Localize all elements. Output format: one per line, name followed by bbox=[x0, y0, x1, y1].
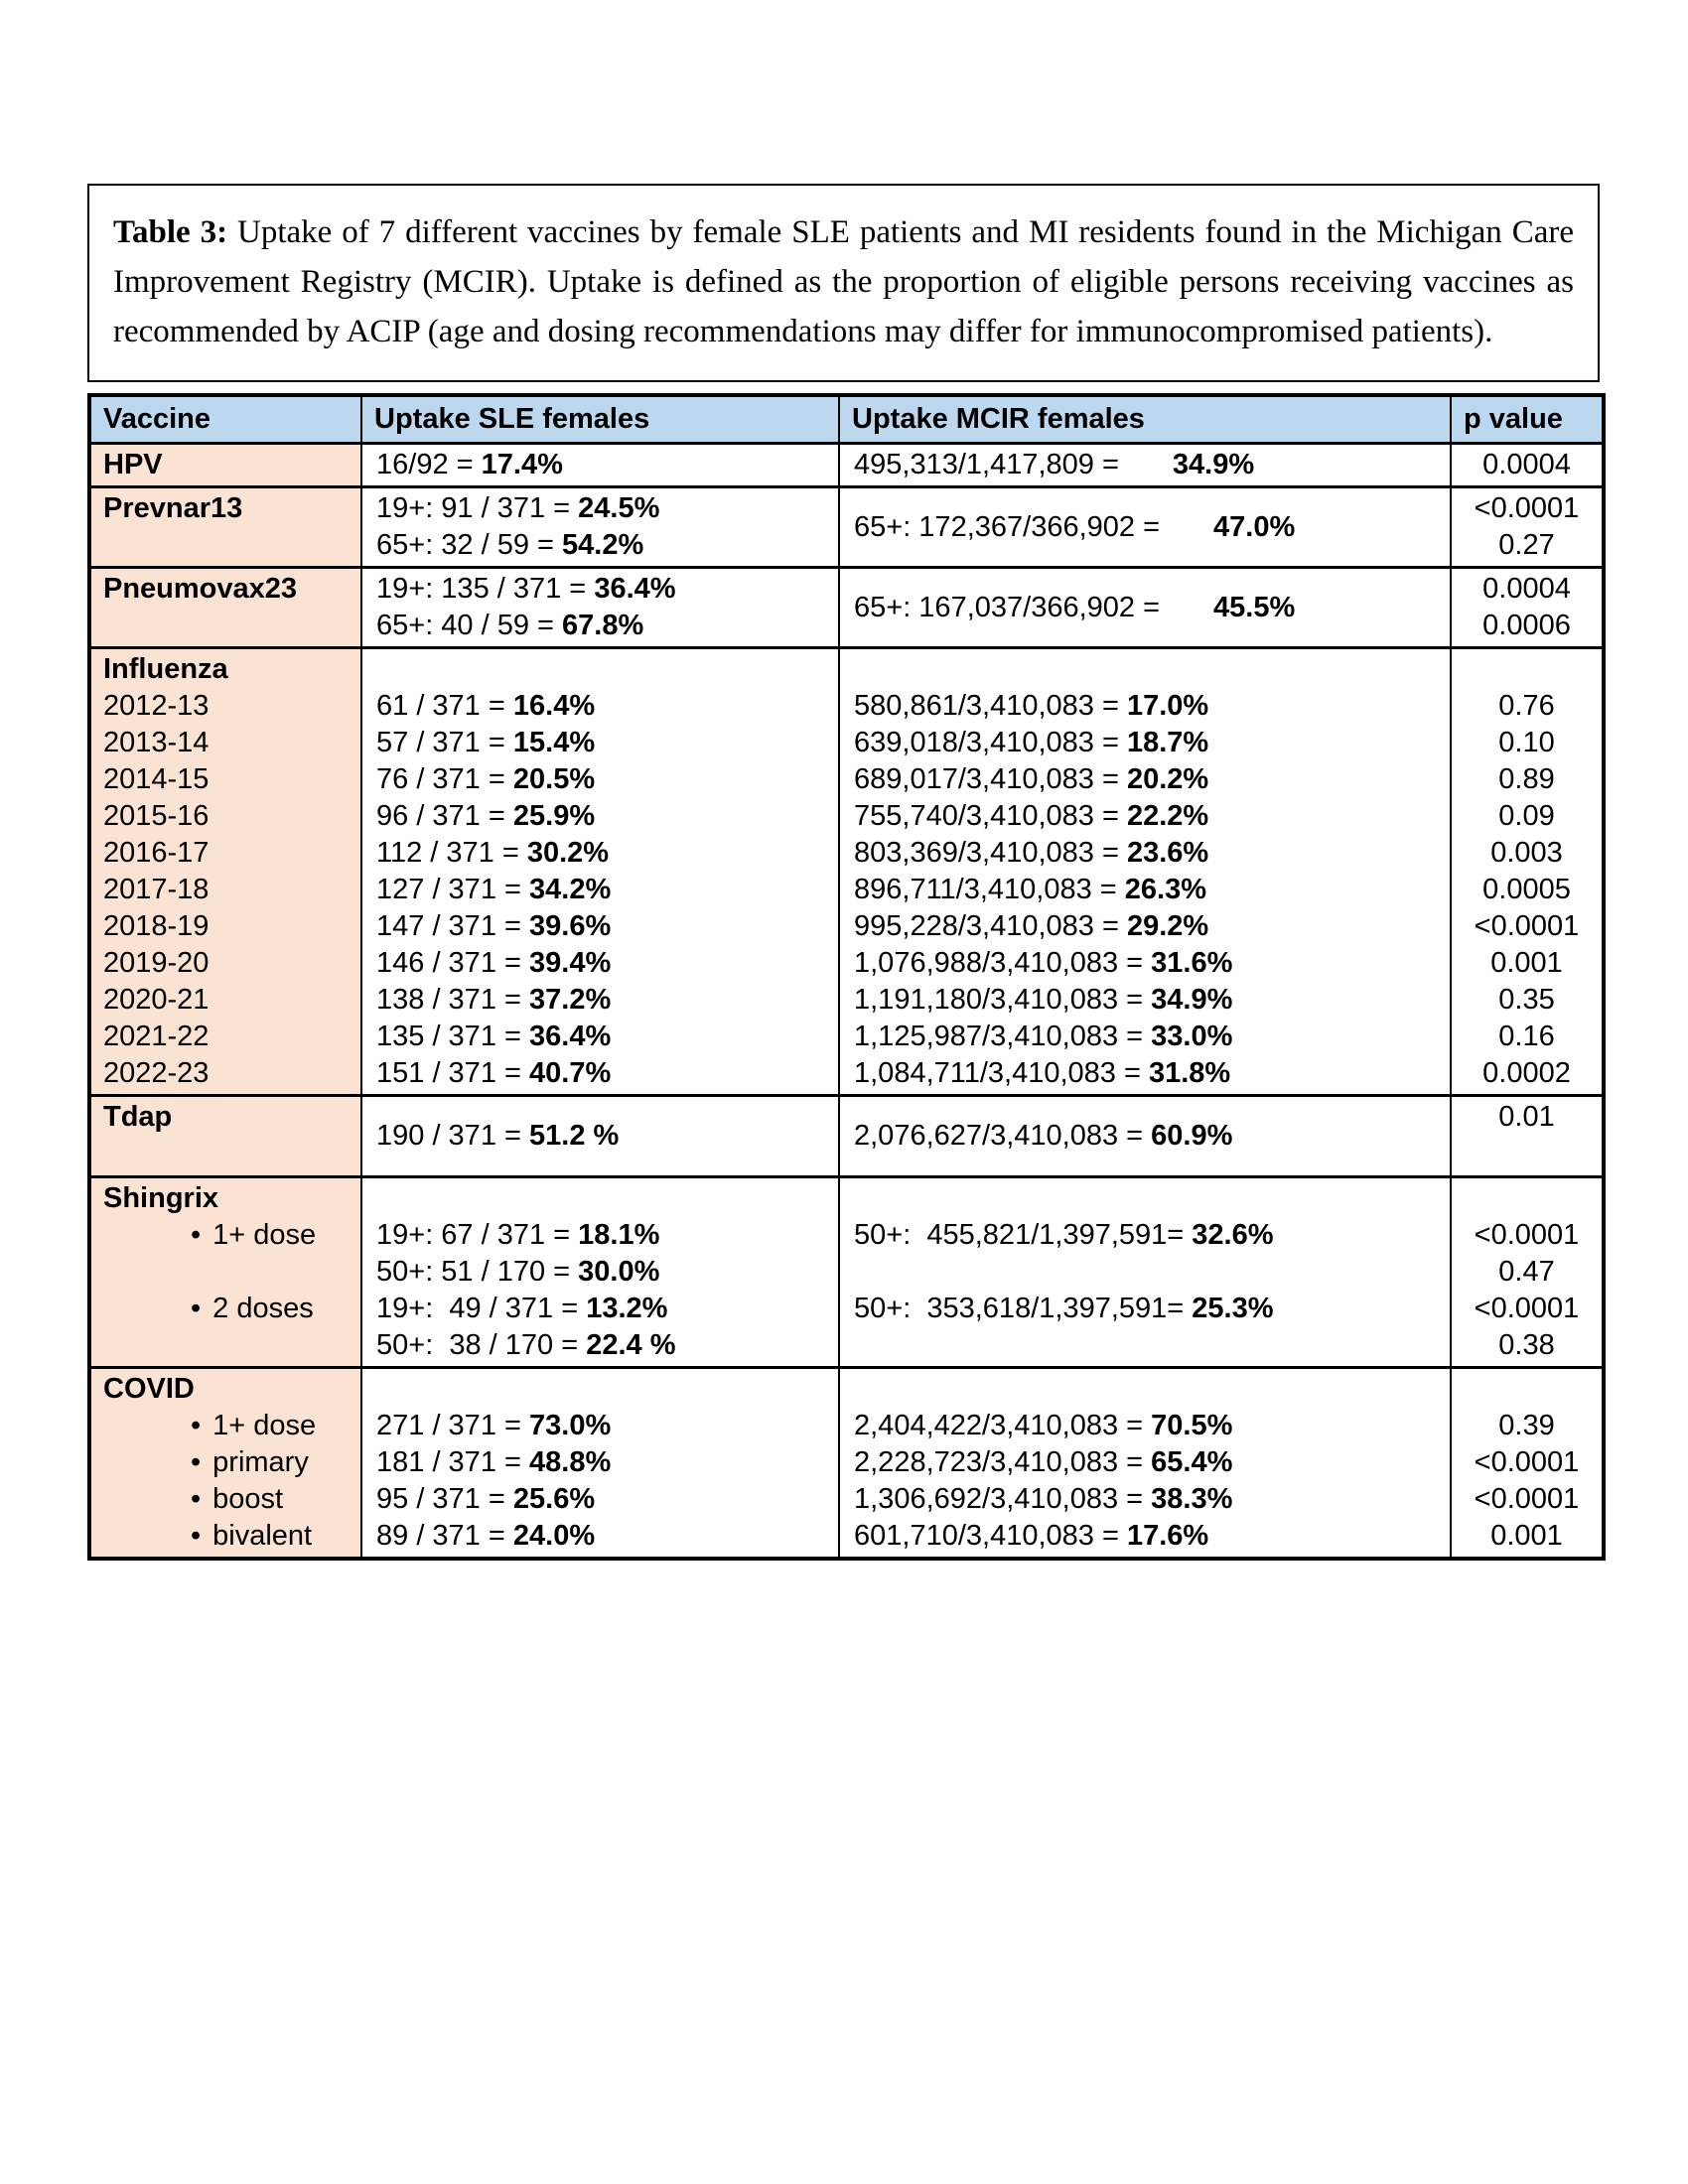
prevnar13-p-cell bbox=[1451, 487, 1604, 568]
text-line bbox=[854, 1481, 1436, 1518]
value-text: 2,404,422/3,410,083 = bbox=[854, 1410, 1152, 1441]
shingrix-p-cell bbox=[1451, 1177, 1604, 1368]
value-text: 271 / 371 = bbox=[376, 1410, 529, 1441]
table-caption bbox=[87, 184, 1600, 382]
value-text: 2020-21 bbox=[103, 984, 210, 1016]
text-line bbox=[103, 447, 349, 483]
value-text: 0.38 bbox=[1498, 1329, 1555, 1361]
value-bold: 30.0% bbox=[578, 1256, 660, 1288]
value-text: 995,228/3,410,083 = bbox=[854, 910, 1127, 942]
text-line bbox=[854, 688, 1436, 725]
text-line bbox=[1458, 571, 1596, 608]
text-line bbox=[854, 982, 1436, 1019]
value-text: 0.01 bbox=[1498, 1101, 1555, 1133]
value-text: 0.003 bbox=[1490, 837, 1563, 869]
pneumovax23-sle-cell bbox=[361, 568, 839, 648]
text-line bbox=[1458, 1019, 1596, 1055]
value-text: 0.89 bbox=[1498, 763, 1555, 795]
value-text: 689,017/3,410,083 = bbox=[854, 763, 1127, 795]
value-text: 1+ dose bbox=[212, 1410, 317, 1441]
value-text: 95 / 371 = bbox=[376, 1483, 513, 1515]
value-bold: 18.7% bbox=[1126, 727, 1209, 758]
text-line bbox=[1458, 982, 1596, 1019]
text-line bbox=[1458, 1291, 1596, 1327]
covid-sle-cell bbox=[361, 1368, 839, 1560]
value-text: 65+: 32 / 59 = bbox=[376, 529, 563, 561]
table-row-pneumovax23 bbox=[89, 568, 1604, 648]
table-row-influenza bbox=[89, 648, 1604, 1096]
text-line bbox=[103, 908, 349, 945]
value-bold: 36.4% bbox=[529, 1021, 612, 1052]
value-bold: 13.2% bbox=[586, 1293, 668, 1324]
value-bold: 17.6% bbox=[1126, 1520, 1209, 1552]
text-line bbox=[103, 1180, 349, 1217]
text-line bbox=[376, 1217, 824, 1254]
text-line bbox=[376, 908, 824, 945]
text-line bbox=[1458, 798, 1596, 835]
value-text: <0.0001 bbox=[1474, 1293, 1580, 1324]
pneumovax23-label-cell bbox=[89, 568, 361, 648]
text-line bbox=[103, 761, 349, 798]
text-line bbox=[854, 1291, 1436, 1327]
text-line bbox=[1458, 1217, 1596, 1254]
bullet-line bbox=[103, 1291, 349, 1327]
value-text: <0.0001 bbox=[1474, 492, 1580, 524]
caption-text: Uptake of 7 different vaccines by female SLE patients and MI residents found in the Michigan Care Improvement Registry (MCIR). Uptake is defined as the proportion of eligible persons receiving vaccines as recommended by ACIP (age and dosing recommendations may differ for immunocompromised patients). bbox=[113, 214, 1574, 349]
vaccine-table-header-row bbox=[89, 395, 1604, 444]
bullet-icon: • bbox=[191, 1446, 202, 1478]
pneumovax23-mcir-cell bbox=[839, 568, 1451, 648]
value-text: 0.35 bbox=[1498, 984, 1555, 1016]
text-line bbox=[103, 945, 349, 982]
value-text: 50+: 455,821/1,397,591= bbox=[854, 1219, 1193, 1251]
value-text: 181 / 371 = bbox=[376, 1446, 529, 1478]
value-bold: 25.3% bbox=[1192, 1293, 1274, 1324]
text-line bbox=[1458, 1518, 1596, 1555]
hpv-sle-cell bbox=[361, 444, 839, 487]
text-line bbox=[1458, 490, 1596, 527]
header-uptake-sle: Uptake SLE females bbox=[361, 395, 839, 444]
text-line bbox=[376, 835, 824, 872]
covid-label-cell bbox=[89, 1368, 361, 1560]
text-line bbox=[376, 651, 824, 688]
text-line bbox=[103, 1371, 349, 1408]
hpv-mcir-cell bbox=[839, 444, 1451, 487]
bullet-icon: • bbox=[191, 1410, 202, 1441]
value-bold: 45.5% bbox=[1213, 591, 1296, 623]
value-text: 0.0002 bbox=[1482, 1057, 1571, 1089]
text-line bbox=[376, 1055, 824, 1092]
text-line bbox=[376, 688, 824, 725]
value-bold: 17.0% bbox=[1126, 690, 1209, 722]
value-bold: 36.4% bbox=[594, 573, 676, 605]
value-bold: 26.3% bbox=[1124, 874, 1207, 905]
shingrix-sle-cell bbox=[361, 1177, 839, 1368]
value-text: 2019-20 bbox=[103, 947, 210, 979]
text-line bbox=[103, 1055, 349, 1092]
value-bold: 40.7% bbox=[529, 1057, 612, 1089]
shingrix-mcir-cell bbox=[839, 1177, 1451, 1368]
text-line bbox=[1458, 608, 1596, 644]
value-bold: 32.6% bbox=[1192, 1219, 1274, 1251]
vaccine-uptake-table bbox=[87, 393, 1606, 1561]
value-bold: 17.4% bbox=[481, 449, 563, 480]
header-p-value: p value bbox=[1451, 395, 1604, 444]
bullet-line bbox=[103, 1444, 349, 1481]
text-line bbox=[854, 1518, 1436, 1555]
bullet-line bbox=[103, 1518, 349, 1555]
value-bold: 20.5% bbox=[512, 763, 596, 795]
value-text: 580,861/3,410,083 = bbox=[854, 690, 1127, 722]
text-line bbox=[376, 1180, 824, 1217]
text-line bbox=[1458, 1327, 1596, 1364]
text-line bbox=[854, 1371, 1436, 1408]
hpv-p-cell bbox=[1451, 444, 1604, 487]
bullet-line bbox=[103, 1408, 349, 1444]
value-text: 0.0004 bbox=[1482, 449, 1571, 480]
value-text: 2014-15 bbox=[103, 763, 210, 795]
value-text: 0.09 bbox=[1498, 800, 1555, 832]
value-bold: 73.0% bbox=[529, 1410, 612, 1441]
bullet-line bbox=[103, 1481, 349, 1518]
value-text: 2015-16 bbox=[103, 800, 210, 832]
value-text: 0.39 bbox=[1498, 1410, 1555, 1441]
value-bold: 67.8% bbox=[562, 610, 644, 641]
text-line bbox=[376, 608, 824, 644]
value-text: 112 / 371 = bbox=[376, 837, 527, 869]
influenza-p-cell bbox=[1451, 648, 1604, 1096]
covid-mcir-cell bbox=[839, 1368, 1451, 1560]
text-line bbox=[103, 1019, 349, 1055]
text-line bbox=[376, 1408, 824, 1444]
text-line bbox=[376, 1518, 824, 1555]
text-line bbox=[103, 1254, 349, 1291]
text-line bbox=[854, 1408, 1436, 1444]
text-line bbox=[1458, 1408, 1596, 1444]
value-bold: 25.9% bbox=[512, 800, 596, 832]
text-line bbox=[1458, 945, 1596, 982]
value-text: 65+: 167,037/366,902 = bbox=[854, 591, 1161, 623]
value-text: 0.27 bbox=[1498, 529, 1555, 561]
value-text: 0.0004 bbox=[1482, 573, 1571, 605]
value-text: 0.001 bbox=[1490, 1520, 1563, 1552]
value-text: 495,313/1,417,809 = bbox=[854, 449, 1119, 480]
value-bold: 22.2% bbox=[1126, 800, 1209, 832]
value-bold: Prevnar13 bbox=[103, 492, 243, 524]
text-line bbox=[376, 527, 824, 564]
text-line bbox=[854, 945, 1436, 982]
text-line bbox=[854, 835, 1436, 872]
text-line bbox=[376, 1327, 824, 1364]
value-text: 50+: 51 / 170 = bbox=[376, 1256, 579, 1288]
value-bold: 70.5% bbox=[1151, 1410, 1233, 1441]
text-line bbox=[854, 1118, 1436, 1155]
value-bold: 51.2 % bbox=[529, 1120, 620, 1152]
value-bold: 23.6% bbox=[1126, 837, 1209, 869]
text-line bbox=[854, 761, 1436, 798]
value-bold: 24.0% bbox=[512, 1520, 596, 1552]
table-row-shingrix bbox=[89, 1177, 1604, 1368]
value-text: 1,306,692/3,410,083 = bbox=[854, 1483, 1152, 1515]
value-text: 2,228,723/3,410,083 = bbox=[854, 1446, 1152, 1478]
value-bold: 33.0% bbox=[1151, 1021, 1233, 1052]
text-line bbox=[103, 688, 349, 725]
text-line bbox=[1458, 1254, 1596, 1291]
value-bold: 16.4% bbox=[512, 690, 596, 722]
value-text: 16/92 = bbox=[376, 449, 482, 480]
value-text: 1,191,180/3,410,083 = bbox=[854, 984, 1152, 1016]
text-line bbox=[854, 798, 1436, 835]
value-text: bivalent bbox=[212, 1520, 313, 1552]
text-line bbox=[1458, 1099, 1596, 1136]
value-text: 19+: 49 / 371 = bbox=[376, 1293, 587, 1324]
value-text: 89 / 371 = bbox=[376, 1520, 513, 1552]
text-line bbox=[376, 1444, 824, 1481]
text-line bbox=[1458, 1371, 1596, 1408]
bullet-icon: • bbox=[191, 1520, 202, 1552]
prevnar13-label-cell bbox=[89, 487, 361, 568]
text-line bbox=[376, 761, 824, 798]
text-line bbox=[376, 1254, 824, 1291]
value-text: 19+: 135 / 371 = bbox=[376, 573, 595, 605]
value-text: 61 / 371 = bbox=[376, 690, 513, 722]
bullet-icon: • bbox=[191, 1483, 202, 1515]
value-text: 135 / 371 = bbox=[376, 1021, 529, 1052]
influenza-label-cell bbox=[89, 648, 361, 1096]
text-line bbox=[1458, 835, 1596, 872]
text-line bbox=[103, 651, 349, 688]
text-line bbox=[1458, 1481, 1596, 1518]
value-text: primary bbox=[212, 1446, 309, 1478]
text-line bbox=[376, 571, 824, 608]
value-bold: Influenza bbox=[103, 653, 228, 685]
bullet-icon: • bbox=[191, 1219, 202, 1251]
vaccine-table-body bbox=[89, 444, 1604, 1560]
value-bold: 48.8% bbox=[529, 1446, 612, 1478]
value-text: boost bbox=[212, 1483, 284, 1515]
value-bold: 54.2% bbox=[562, 529, 644, 561]
value-text: 65+: 172,367/366,902 = bbox=[854, 510, 1161, 543]
value-text: <0.0001 bbox=[1474, 910, 1580, 942]
text-line bbox=[376, 725, 824, 761]
value-text: 2 doses bbox=[212, 1293, 314, 1324]
text-line bbox=[854, 908, 1436, 945]
influenza-mcir-cell bbox=[839, 648, 1451, 1096]
value-text: 190 / 371 = bbox=[376, 1120, 529, 1152]
text-line bbox=[103, 872, 349, 908]
value-text: 2012-13 bbox=[103, 690, 210, 722]
value-text: 147 / 371 = bbox=[376, 910, 529, 942]
tdap-p-cell bbox=[1451, 1096, 1604, 1177]
value-text: 96 / 371 = bbox=[376, 800, 513, 832]
value-bold: Tdap bbox=[103, 1101, 173, 1133]
value-bold: 34.2% bbox=[529, 874, 612, 905]
text-line bbox=[376, 945, 824, 982]
text-line bbox=[1458, 1055, 1596, 1092]
text-line bbox=[854, 590, 1436, 626]
bullet-icon: • bbox=[191, 1293, 202, 1324]
text-line bbox=[1458, 872, 1596, 908]
hpv-label-cell bbox=[89, 444, 361, 487]
text-line bbox=[103, 798, 349, 835]
text-line bbox=[1458, 725, 1596, 761]
text-line bbox=[376, 1019, 824, 1055]
text-line bbox=[1458, 447, 1596, 483]
value-text: 1,084,711/3,410,083 = bbox=[854, 1057, 1149, 1089]
value-bold: 24.5% bbox=[578, 492, 660, 524]
table-row-covid bbox=[89, 1368, 1604, 1560]
text-line bbox=[1458, 908, 1596, 945]
text-line bbox=[1458, 527, 1596, 564]
value-text: 50+: 38 / 170 = bbox=[376, 1329, 587, 1361]
value-text: <0.0001 bbox=[1474, 1446, 1580, 1478]
text-line bbox=[854, 1180, 1436, 1217]
text-line bbox=[376, 447, 824, 483]
value-bold: 60.9% bbox=[1151, 1120, 1233, 1152]
value-bold: 18.1% bbox=[578, 1219, 660, 1251]
value-bold: 38.3% bbox=[1151, 1483, 1233, 1515]
value-bold: 29.2% bbox=[1126, 910, 1209, 942]
value-text: 2,076,627/3,410,083 = bbox=[854, 1120, 1152, 1152]
value-bold: 31.8% bbox=[1148, 1057, 1231, 1089]
prevnar13-mcir-cell bbox=[839, 487, 1451, 568]
text-line bbox=[103, 1099, 349, 1136]
value-text: 896,711/3,410,083 = bbox=[854, 874, 1125, 905]
value-text: 146 / 371 = bbox=[376, 947, 529, 979]
text-line bbox=[103, 835, 349, 872]
header-vaccine: Vaccine bbox=[89, 395, 361, 444]
shingrix-label-cell bbox=[89, 1177, 361, 1368]
tdap-label-cell bbox=[89, 1096, 361, 1177]
value-text: 127 / 371 = bbox=[376, 874, 529, 905]
value-text: 2016-17 bbox=[103, 837, 210, 869]
value-text: 19+: 91 / 371 = bbox=[376, 492, 579, 524]
text-line bbox=[1458, 688, 1596, 725]
value-text: 0.47 bbox=[1498, 1256, 1555, 1288]
value-bold: 47.0% bbox=[1213, 510, 1296, 543]
influenza-sle-cell bbox=[361, 648, 839, 1096]
text-line bbox=[376, 1118, 824, 1155]
prevnar13-sle-cell bbox=[361, 487, 839, 568]
value-text: 0.10 bbox=[1498, 727, 1555, 758]
table-row-hpv bbox=[89, 444, 1604, 487]
text-line bbox=[1458, 761, 1596, 798]
value-bold: Shingrix bbox=[103, 1182, 219, 1214]
covid-p-cell bbox=[1451, 1368, 1604, 1560]
value-text: 0.001 bbox=[1490, 947, 1563, 979]
text-line bbox=[854, 1254, 1436, 1291]
value-text: 0.16 bbox=[1498, 1021, 1555, 1052]
value-bold: 37.2% bbox=[529, 984, 612, 1016]
text-line bbox=[854, 509, 1436, 546]
text-line bbox=[103, 490, 349, 527]
value-text: 755,740/3,410,083 = bbox=[854, 800, 1127, 832]
value-text: 0.76 bbox=[1498, 690, 1555, 722]
value-text: 0.0006 bbox=[1482, 610, 1571, 641]
value-bold: 30.2% bbox=[526, 837, 610, 869]
value-text: 151 / 371 = bbox=[376, 1057, 529, 1089]
value-text: <0.0001 bbox=[1474, 1219, 1580, 1251]
value-bold: 34.9% bbox=[1151, 984, 1233, 1016]
value-bold: 31.6% bbox=[1151, 947, 1233, 979]
table-row-tdap bbox=[89, 1096, 1604, 1177]
text-line bbox=[854, 872, 1436, 908]
tdap-sle-cell bbox=[361, 1096, 839, 1177]
text-line bbox=[376, 490, 824, 527]
value-bold: 39.6% bbox=[529, 910, 612, 942]
text-line bbox=[854, 725, 1436, 761]
value-text: 1,125,987/3,410,083 = bbox=[854, 1021, 1152, 1052]
value-text: 0.0005 bbox=[1482, 874, 1571, 905]
value-text: 1+ dose bbox=[212, 1219, 317, 1251]
value-text: 2017-18 bbox=[103, 874, 210, 905]
text-line bbox=[854, 1444, 1436, 1481]
value-text: 76 / 371 = bbox=[376, 763, 513, 795]
text-line bbox=[376, 872, 824, 908]
value-text: 65+: 40 / 59 = bbox=[376, 610, 563, 641]
value-bold: 25.6% bbox=[512, 1483, 596, 1515]
text-line bbox=[1458, 651, 1596, 688]
value-text: 2021-22 bbox=[103, 1021, 210, 1052]
header-uptake-mcir: Uptake MCIR females bbox=[839, 395, 1451, 444]
table-row-prevnar13 bbox=[89, 487, 1604, 568]
text-line bbox=[854, 1019, 1436, 1055]
value-bold: 22.4 % bbox=[586, 1329, 676, 1361]
value-text: 2013-14 bbox=[103, 727, 210, 758]
value-bold: HPV bbox=[103, 449, 163, 480]
text-line bbox=[376, 982, 824, 1019]
value-text: 601,710/3,410,083 = bbox=[854, 1520, 1127, 1552]
value-bold: 15.4% bbox=[512, 727, 596, 758]
value-bold: 20.2% bbox=[1126, 763, 1209, 795]
text-line bbox=[1458, 1444, 1596, 1481]
caption-label: Table 3: bbox=[113, 214, 228, 250]
text-line bbox=[854, 1055, 1436, 1092]
value-bold: COVID bbox=[103, 1373, 195, 1405]
value-text: 2022-23 bbox=[103, 1057, 210, 1089]
value-text: 50+: 353,618/1,397,591= bbox=[854, 1293, 1193, 1324]
text-line bbox=[854, 651, 1436, 688]
value-bold: 34.9% bbox=[1172, 449, 1255, 480]
text-line bbox=[103, 982, 349, 1019]
text-line bbox=[376, 1481, 824, 1518]
value-text: 57 / 371 = bbox=[376, 727, 513, 758]
text-line bbox=[103, 571, 349, 608]
value-text: 19+: 67 / 371 = bbox=[376, 1219, 579, 1251]
value-text: 803,369/3,410,083 = bbox=[854, 837, 1127, 869]
bullet-line bbox=[103, 1217, 349, 1254]
value-bold: 39.4% bbox=[529, 947, 612, 979]
value-bold: Pneumovax23 bbox=[103, 573, 298, 605]
text-line bbox=[376, 1291, 824, 1327]
value-text: <0.0001 bbox=[1474, 1483, 1580, 1515]
text-line bbox=[1458, 1180, 1596, 1217]
value-bold: 65.4% bbox=[1151, 1446, 1233, 1478]
text-line bbox=[854, 1217, 1436, 1254]
pneumovax23-p-cell bbox=[1451, 568, 1604, 648]
text-line bbox=[376, 798, 824, 835]
value-text: 1,076,988/3,410,083 = bbox=[854, 947, 1152, 979]
tdap-mcir-cell bbox=[839, 1096, 1451, 1177]
text-line bbox=[854, 447, 1436, 483]
value-text: 138 / 371 = bbox=[376, 984, 529, 1016]
value-text: 639,018/3,410,083 = bbox=[854, 727, 1127, 758]
text-line bbox=[376, 1371, 824, 1408]
value-text: 2018-19 bbox=[103, 910, 210, 942]
text-line bbox=[103, 725, 349, 761]
